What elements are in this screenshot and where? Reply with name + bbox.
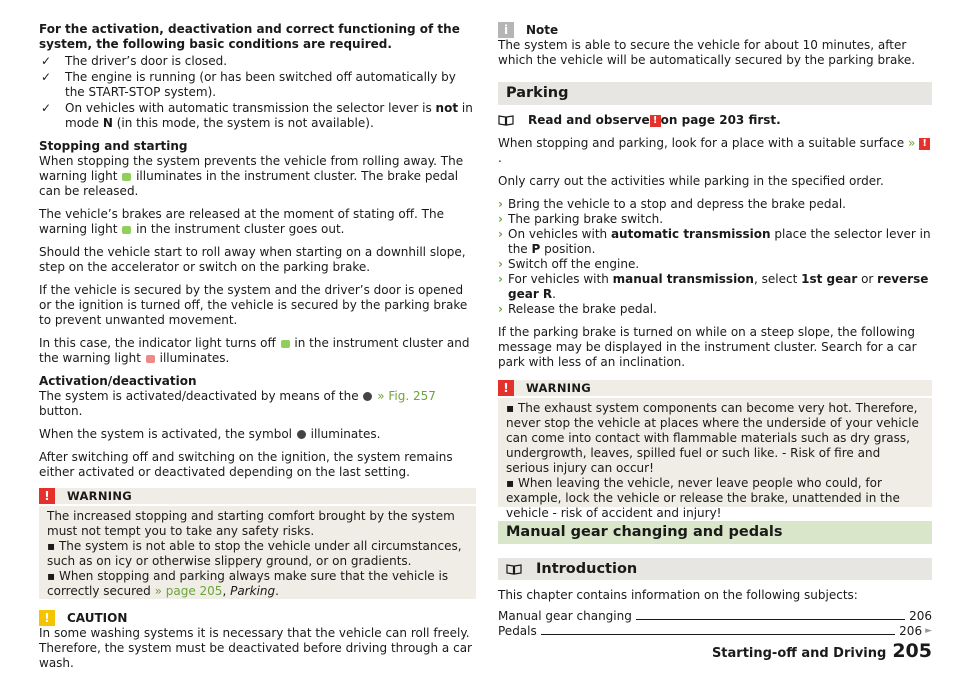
step-item: › On vehicles with automatic transmission place the selector lever in the P position. — [498, 227, 931, 256]
autohold-symbol-icon — [297, 430, 306, 439]
introduction-heading: Introduction — [498, 558, 932, 580]
paragraph: Should the vehicle start to roll away when starting on a downhill slope, step on the accelerator or switch on the parking brake. — [39, 245, 466, 274]
paragraph: After switching off and switching on the ignition, the system remains either activated or deactivated depending on the last setting. — [39, 450, 453, 479]
warning-light-icon — [122, 226, 131, 234]
caution-text: In some washing systems it is necessary that the vehicle can roll freely. Therefore, the system must be deactivated before driving through a car wash. — [39, 626, 472, 670]
warning-icon: ! — [650, 115, 661, 127]
page-footer — [711, 640, 932, 662]
check-icon: ✓ — [41, 70, 52, 84]
stop-start-title: Stopping and starting — [39, 139, 188, 153]
check-item: ✓ The engine is running (or has been switched off automatically by the START-STOP system). — [41, 70, 456, 99]
step-arrow-icon: › — [498, 227, 503, 241]
manual-gear-heading: Manual gear changing and pedals — [498, 521, 932, 544]
continue-arrow-icon: ► — [925, 626, 932, 636]
toc-entry[interactable]: Manual gear changing 206 — [498, 609, 932, 623]
note-header: i Note — [498, 22, 932, 38]
right-column: i Note The system is able to secure the vehicle for about 10 minutes, after which the vehicle will be automatically secured by the parking brake. Parking Read and observe ! on page 203 first. When stopping and parking, look for a place with a suitable surface » ! . Only carry out the activities while parking in the specified order. › Bring the vehicle to a stop and depress the brake pedal. › The parking brake switch. › On vehicles with automatic transmission place the selector lever in the P position. › Switch off the engine. › For vehicles with manual transmission, select 1st gear or reverse gear R. › Release the brake pedal. If the parking brake is turned on while on a steep slope, the following message may be displayed in the instrument cluster. Search for a car park with less of an inclination. ! WARNING ▪ The exhaust system components can become very hot. Therefore, never stop the vehicle at places where the underside of your vehicle can come into contact with flammable materials such as dry grass, undergrowth, leaves, spilled fuel or such like. - Risk of fire and serious injury can occur! ▪ When leaving the vehicle, never leave people who could, for example, lock the vehicle or release the brake, unattended in the vehicle - risk of accident and injury! Manual gear changing and pedals Introduction This chapter contains information on the following subjects: Manual gear changing 206 Pedals 206 ► — [498, 22, 932, 638]
check-icon: ✓ — [41, 101, 52, 115]
warning-light-icon — [146, 355, 155, 363]
warning-icon: ! — [919, 138, 930, 150]
check-item: ✓ The driver’s door is closed. — [41, 54, 228, 68]
caution-icon: ! — [39, 610, 55, 626]
warning-box: ! WARNING ▪ The exhaust system components can become very hot. Therefore, never stop the vehicle at places where the underside of your vehicle can come into contact with flammable materials such as dry grass, undergrowth, leaves, spilled fuel or such like. - Risk of fire and serious injury can occur! ▪ When leaving the vehicle, never leave people who could, for example, lock the vehicle or release the brake, unattended in the vehicle - risk of accident and injury! — [498, 380, 932, 507]
warning-icon: ! — [39, 488, 55, 504]
step-item: › For vehicles with manual transmission, select 1st gear or reverse gear R. — [498, 272, 929, 301]
warning-icon: ! — [498, 380, 514, 396]
intro-text: This chapter contains information on the following subjects: — [498, 588, 858, 602]
step-arrow-icon: › — [498, 197, 503, 211]
caution-header: ! CAUTION — [39, 610, 476, 626]
note-icon: i — [498, 22, 514, 38]
step-arrow-icon: › — [498, 257, 503, 271]
warning-box: ! WARNING The increased stopping and starting comfort brought by the system must not tempt you to take any safety risks. ▪ The system is not able to stop the vehicle under all circumstances, such as on icy or otherwise slippery ground, or on gradients. ▪ When stopping and parking always make sure that the vehicle is correctly secured » page 205, Parking. — [39, 488, 476, 599]
autohold-button-icon — [363, 392, 372, 401]
book-icon — [506, 564, 522, 575]
paragraph: If the vehicle is secured by the system and the driver’s door is opened or the ignition is turned off, the vehicle is secured by the parking brake to prevent unwanted movement. — [39, 283, 468, 327]
indicator-light-icon — [281, 340, 290, 348]
intro-text: For the activation, deactivation and correct functioning of the system, the following basic conditions are required. — [39, 22, 460, 51]
paragraph: If the parking brake is turned on while on a steep slope, the following message may be displayed in the instrument cluster. Search for a car park with less of an inclination. — [498, 325, 917, 369]
step-arrow-icon: › — [498, 272, 503, 286]
step-item: › Release the brake pedal. — [498, 302, 657, 316]
page-number: 205 — [892, 640, 932, 662]
footer-section: Starting-off and Driving — [711, 646, 887, 661]
step-item: › The parking brake switch. — [498, 212, 664, 226]
activation-title: Activation/deactivation — [39, 374, 197, 388]
toc-entry[interactable]: Pedals 206 ► — [498, 624, 932, 638]
paragraph: Only carry out the activities while parking in the specified order. — [498, 174, 884, 188]
warning-ref-link[interactable]: » — [907, 136, 916, 150]
left-column: For the activation, deactivation and correct functioning of the system, the following basic conditions are required. ✓ The driver’s door is closed. ✓ The engine is running (or has been switched off automatically by the START-STOP system). ✓ On vehicles with automatic transmission the selector lever is not in mode N (in this mode, the system is not available). Stopping and starting When stopping the system prevents the vehicle from rolling away. The warning light illuminates in the instrument cluster. The brake pedal can be released. The vehicle’s brakes are released at the moment of stating off. The warning light in the instrument cluster goes out. Should the vehicle start to roll away when starting on a downhill slope, step on the accelerator or switch on the parking brake. If the vehicle is secured by the system and the driver’s door is opened or the ignition is turned off, the vehicle is secured by the parking brake to prevent unwanted movement. In this case, the indicator light turns off in the instrument cluster and the warning light illuminates. Activation/deactivation The system is activated/deactivated by means of the » Fig. 257 button. When the system is activated, the symbol illuminates. After switching off and switching on the ignition, the system remains either activated or deactivated depending on the last setting. ! WARNING The increased stopping and starting comfort brought by the system must not tempt you to take any safety risks. ▪ The system is not able to stop the vehicle under all circumstances, such as on icy or otherwise slippery ground, or on gradients. ▪ When stopping and parking always make sure that the vehicle is correctly secured » page 205, Parking. ! CAUTION In some washing systems it is necessary that the vehicle can roll freely. Therefore, the system must be deactivated before driving through a car wash. — [39, 0, 476, 679]
parking-heading: Parking — [498, 82, 932, 105]
warning-light-icon — [122, 173, 131, 181]
page-ref-link[interactable]: » page 205 — [154, 584, 223, 598]
fig-ref-link[interactable]: » Fig. 257 — [377, 389, 436, 403]
step-arrow-icon: › — [498, 302, 503, 316]
check-item: ✓ On vehicles with automatic transmission the selector lever is not in mode N (in this mode, the system is not available). — [41, 101, 473, 130]
step-arrow-icon: › — [498, 212, 503, 226]
step-item: › Switch off the engine. — [498, 257, 640, 271]
book-icon — [498, 115, 514, 126]
check-icon: ✓ — [41, 54, 52, 68]
step-item: › Bring the vehicle to a stop and depress the brake pedal. — [498, 197, 846, 211]
note-text: The system is able to secure the vehicle for about 10 minutes, after which the vehicle will be automatically secured by the parking brake. — [498, 38, 916, 67]
